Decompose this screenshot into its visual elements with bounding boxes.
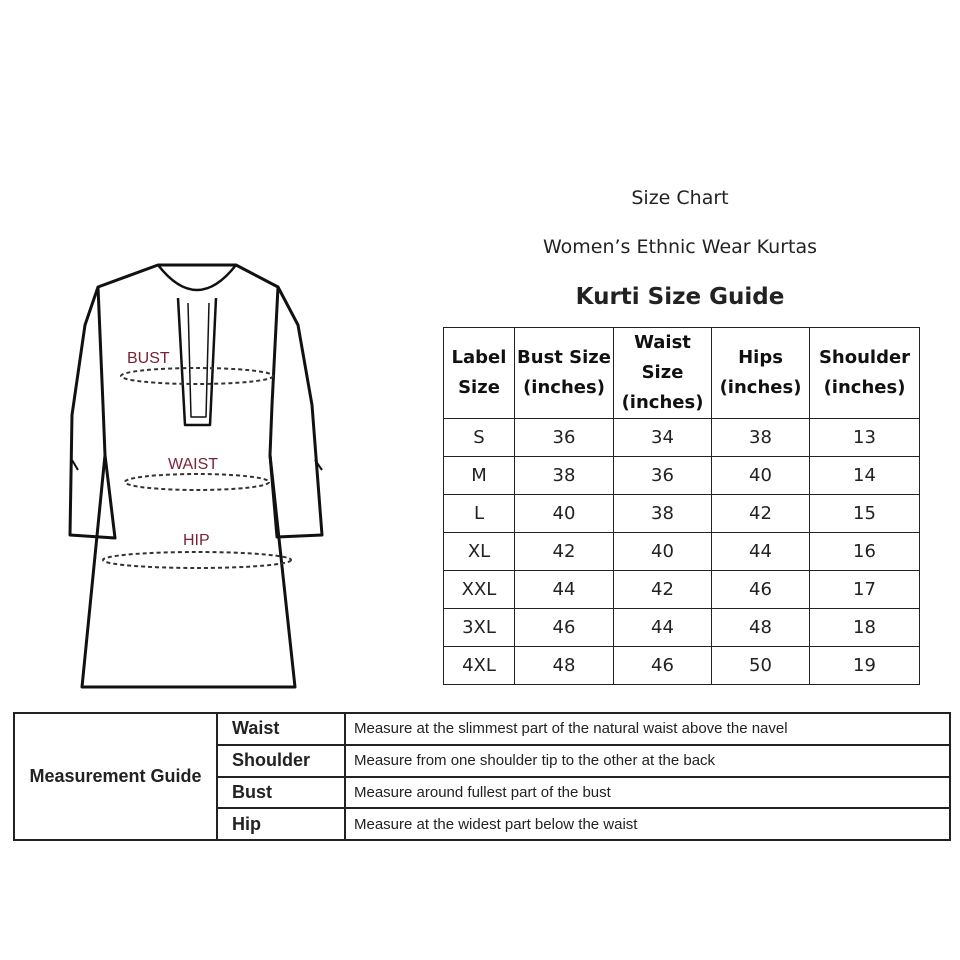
cell-shoulder: 17 [810, 571, 920, 609]
cell-shoulder: 18 [810, 609, 920, 647]
cell-hips: 44 [712, 533, 810, 571]
header-waist: Waist Size (inches) [614, 328, 712, 419]
hip-measure-line [103, 552, 291, 568]
size-guide-title: Kurti Size Guide [575, 284, 785, 310]
cell-size: 4XL [444, 647, 515, 685]
table-row [444, 533, 920, 571]
cell-hips: 50 [712, 647, 810, 685]
size-table [443, 327, 920, 685]
cell-bust: 48 [515, 647, 614, 685]
guide-description: Measure around fullest part of the bust [345, 777, 950, 809]
header-hips: Hips (inches) [712, 328, 810, 419]
cell-hips: 48 [712, 609, 810, 647]
neckline [158, 265, 236, 290]
table-row [444, 495, 920, 533]
header-bust: Bust Size (inches) [515, 328, 614, 419]
table-row [444, 609, 920, 647]
kurti-diagram [60, 255, 340, 705]
right-sleeve [270, 287, 322, 537]
product-category-label: Women’s Ethnic Wear Kurtas [542, 236, 818, 258]
cell-size: XL [444, 533, 515, 571]
cell-waist: 38 [614, 495, 712, 533]
table-row [444, 457, 920, 495]
placket [178, 298, 216, 425]
guide-row [14, 713, 950, 745]
guide-description: Measure from one shoulder tip to the other at the back [345, 745, 950, 777]
cell-waist: 34 [614, 419, 712, 457]
cell-shoulder: 13 [810, 419, 920, 457]
cell-bust: 40 [515, 495, 614, 533]
left-sleeve [70, 287, 115, 538]
bust-measure-line [121, 368, 273, 384]
measurement-guide-table [13, 712, 951, 841]
waist-measure-line [125, 474, 269, 490]
cell-waist: 44 [614, 609, 712, 647]
cell-size: XXL [444, 571, 515, 609]
cell-waist: 36 [614, 457, 712, 495]
cell-bust: 42 [515, 533, 614, 571]
cell-hips: 40 [712, 457, 810, 495]
guide-term: Hip [217, 808, 345, 840]
waist-label: WAIST [168, 456, 219, 473]
cell-shoulder: 19 [810, 647, 920, 685]
cell-size: M [444, 457, 515, 495]
cell-bust: 46 [515, 609, 614, 647]
size-chart-label: Size Chart [631, 187, 729, 209]
cell-waist: 42 [614, 571, 712, 609]
guide-term: Shoulder [217, 745, 345, 777]
cell-size: L [444, 495, 515, 533]
cell-shoulder: 15 [810, 495, 920, 533]
header-label-size: Label Size [444, 328, 515, 419]
cell-bust: 36 [515, 419, 614, 457]
cell-size: 3XL [444, 609, 515, 647]
cell-bust: 38 [515, 457, 614, 495]
cell-shoulder: 16 [810, 533, 920, 571]
cell-size: S [444, 419, 515, 457]
header-shoulder: Shoulder (inches) [810, 328, 920, 419]
guide-description: Measure at the widest part below the waist [345, 808, 950, 840]
guide-description: Measure at the slimmest part of the natural waist above the navel [345, 713, 950, 745]
guide-term: Bust [217, 777, 345, 809]
table-row [444, 419, 920, 457]
cell-hips: 38 [712, 419, 810, 457]
cell-bust: 44 [515, 571, 614, 609]
cell-waist: 46 [614, 647, 712, 685]
table-row [444, 647, 920, 685]
table-header-row [444, 328, 920, 419]
table-row [444, 571, 920, 609]
cell-shoulder: 14 [810, 457, 920, 495]
cell-hips: 46 [712, 571, 810, 609]
cell-waist: 40 [614, 533, 712, 571]
measurement-guide-title: Measurement Guide [14, 713, 217, 840]
bust-label: BUST [127, 350, 170, 367]
guide-term: Waist [217, 713, 345, 745]
hip-label: HIP [183, 532, 210, 549]
cell-hips: 42 [712, 495, 810, 533]
